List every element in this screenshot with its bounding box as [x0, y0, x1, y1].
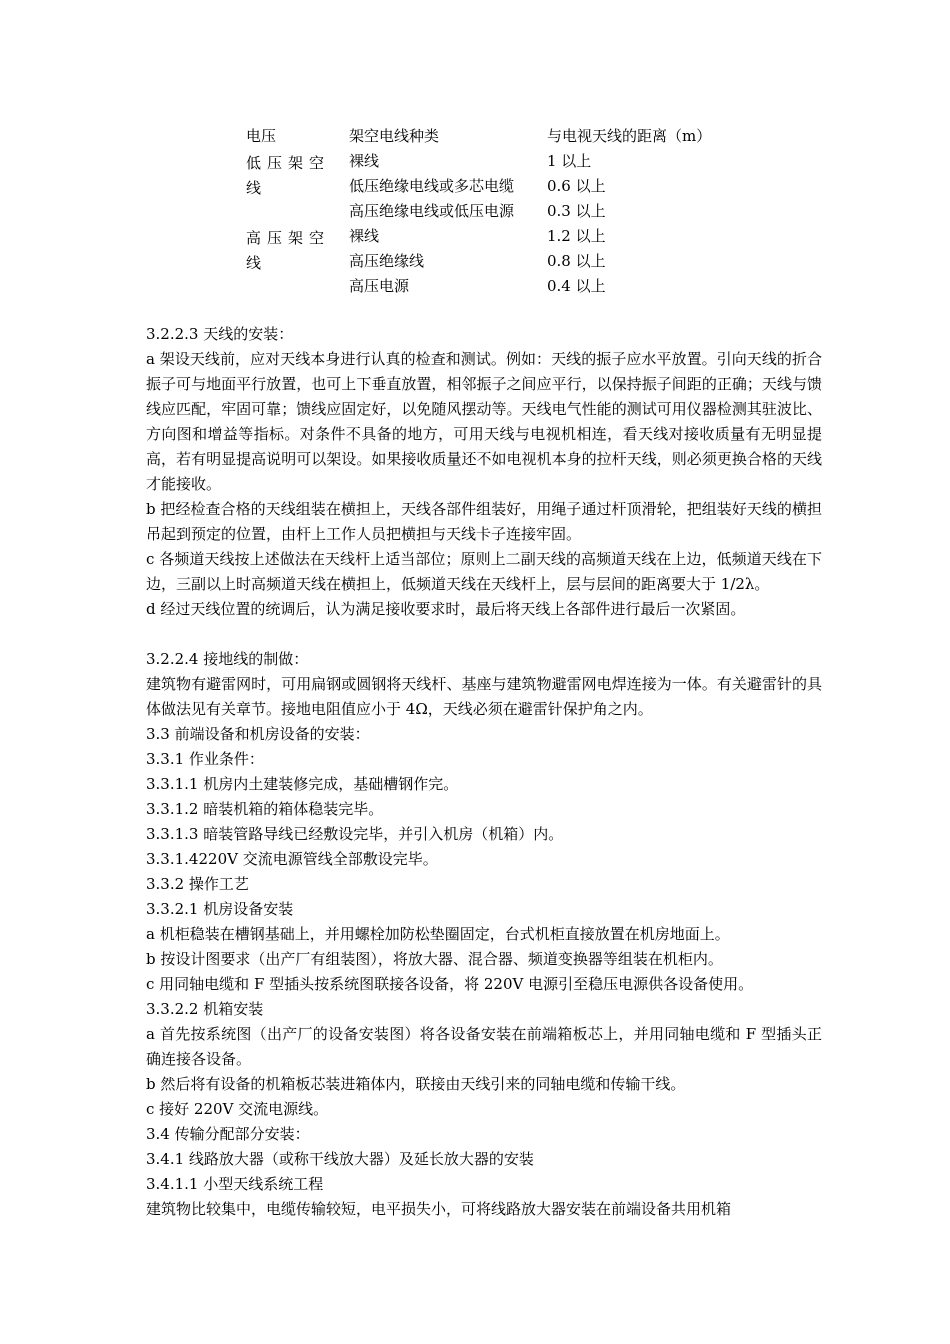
- distance-cell: 1 以上: [547, 152, 592, 170]
- paragraph: b 把经检查合格的天线组装在横担上，天线各部件组装好，用绳子通过杆顶滑轮，把组装好天线的横担吊起到预定的位置，由杆上工作人员把横担与天线卡子连接牢固。: [146, 500, 822, 543]
- line-type-cell: 低压绝缘电线或多芯电缆: [349, 177, 515, 195]
- table-row: [246, 149, 747, 174]
- line-type-cell: 高压绝缘线: [349, 252, 425, 270]
- line-type-cell: 裸线: [349, 152, 380, 170]
- distance-cell: 0.8 以上: [547, 252, 606, 270]
- table-row: [246, 224, 747, 249]
- paragraph: 3.3.1.1 机房内土建装修完成，基础槽钢作完。: [146, 775, 459, 793]
- distance-cell: 0.6 以上: [547, 177, 606, 195]
- paragraph: 3.3.1.2 暗装机箱的箱体稳装完毕。: [146, 800, 384, 818]
- section-heading: 3.3.1 作业条件：: [146, 750, 264, 768]
- paragraph: a 架设天线前，应对天线本身进行认真的检查和测试。例如：天线的振子应水平放置。引向天线的折合振子可与地面平行放置，也可上下垂直放置，相邻振子之间应平行，以保持振子间距的正确；天线与馈线应匹配，牢固可靠；馈线应固定好，以免随风摆动等。天线电气性能的测试可用仪器检测其驻波比、方向图和增益等指标。对条件不具备的地方，可用天线与电视机相连，看天线对接收质量有无明显提高，若有明显提高说明可以架设。如果接收质量还不如电视机本身的拉杆天线，则必须更换合格的天线才能接收。: [146, 350, 822, 493]
- section-heading: 3.3.2.1 机房设备安装: [146, 900, 294, 918]
- distance-cell: 0.4 以上: [547, 277, 606, 295]
- line-type-cell: 高压绝缘电线或低压电源: [349, 202, 515, 220]
- line-type-cell: 高压电源: [349, 277, 410, 295]
- distance-table: [246, 124, 747, 299]
- paragraph: 建筑物有避雷网时，可用扁钢或圆钢将天线杆、基座与建筑物避雷网电焊连接为一体。有关避雷针的具体做法见有关章节。接地电阻值应小于 4Ω，天线必须在避雷针保护角之内。: [146, 675, 822, 718]
- table-header-row: [246, 124, 747, 149]
- paragraph: d 经过天线位置的统调后，认为满足接收要求时，最后将天线上各部件进行最后一次紧固。: [146, 600, 746, 618]
- voltage-label: 高压架空线: [246, 229, 331, 272]
- paragraph: 3.3.1.4220V 交流电源管线全部敷设完毕。: [146, 850, 438, 868]
- paragraph: a 机柜稳装在槽钢基础上，并用螺栓加防松垫圈固定，台式机柜直接放置在机房地面上。: [146, 925, 730, 943]
- paragraph: c 用同轴电缆和 F 型插头按系统图联接各设备，将 220V 电源引至稳压电源供各设备使用。: [146, 975, 754, 993]
- voltage-cell: [246, 149, 349, 224]
- section-heading: 3.3.2 操作工艺: [146, 875, 249, 893]
- line-type-cell: 裸线: [349, 227, 380, 245]
- section-heading: 3.3.2.2 机箱安装: [146, 1000, 264, 1018]
- section-heading: 3.3 前端设备和机房设备的安装：: [146, 725, 370, 743]
- blank-line: [146, 622, 822, 647]
- section-heading: 3.2.2.4 接地线的制做：: [146, 650, 309, 668]
- paragraph: 3.3.1.3 暗装管路导线已经敷设完毕，并引入机房（机箱）内。: [146, 825, 564, 843]
- paragraph: b 按设计图要求（出产厂有组装图），将放大器、混合器、频道变换器等组装在机柜内。: [146, 950, 723, 968]
- voltage-label: 低压架空线: [246, 154, 331, 197]
- header-line-type: 架空电线种类: [349, 127, 440, 145]
- paragraph: c 各频道天线按上述做法在天线杆上适当部位；原则上二副天线的高频道天线在上边，低频道天线在下边，三副以上时高频道天线在横担上，低频道天线在天线杆上，层与层间的距离要大于 1/2λ。: [146, 550, 822, 593]
- body-text: [146, 322, 822, 1222]
- header-distance: 与电视天线的距离（m）: [547, 127, 712, 145]
- section-heading: 3.2.2.3 天线的安装：: [146, 325, 294, 343]
- paragraph: 建筑物比较集中，电缆传输较短，电平损失小，可将线路放大器安装在前端设备共用机箱: [146, 1200, 732, 1218]
- distance-cell: 0.3 以上: [547, 202, 606, 220]
- header-voltage: 电压: [246, 127, 277, 145]
- section-heading: 3.4 传输分配部分安装：: [146, 1125, 310, 1143]
- voltage-cell: [246, 224, 349, 299]
- paragraph: a 首先按系统图（出产厂的设备安装图）将各设备安装在前端箱板芯上，并用同轴电缆和 F 型插头正确连接各设备。: [146, 1025, 822, 1068]
- paragraph: b 然后将有设备的机箱板芯装进箱体内，联接由天线引来的同轴电缆和传输干线。: [146, 1075, 686, 1093]
- section-heading: 3.4.1.1 小型天线系统工程: [146, 1175, 324, 1193]
- distance-cell: 1.2 以上: [547, 227, 606, 245]
- paragraph: c 接好 220V 交流电源线。: [146, 1100, 329, 1118]
- section-heading: 3.4.1 线路放大器（或称干线放大器）及延长放大器的安装: [146, 1150, 534, 1168]
